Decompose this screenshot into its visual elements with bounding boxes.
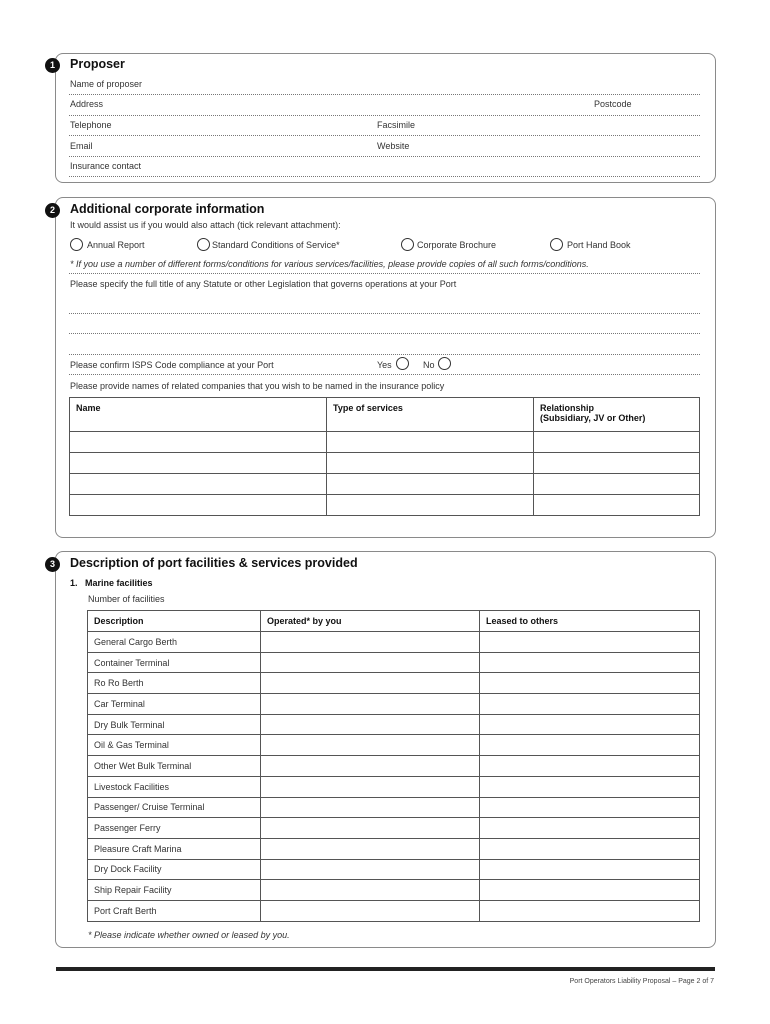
name-of-proposer-field[interactable] [69, 94, 700, 95]
marine-facilities-table [87, 610, 700, 922]
leased-cell[interactable] [480, 900, 700, 921]
relationship-cell[interactable] [534, 495, 700, 516]
leased-column-header: Leased to others [480, 611, 700, 632]
table-row [88, 776, 700, 797]
facility-description-cell: Pleasure Craft Marina [88, 838, 261, 859]
name-column-header: Name [70, 398, 327, 432]
table-row [88, 900, 700, 921]
statute-field-line-1[interactable] [69, 313, 700, 314]
leased-cell[interactable] [480, 818, 700, 839]
isps-yes-radio[interactable] [396, 357, 409, 370]
description-column-header: Description [88, 611, 261, 632]
email-field[interactable] [69, 156, 700, 157]
section-3-badge: 3 [45, 557, 60, 572]
operated-cell[interactable] [261, 838, 480, 859]
operated-column-header: Operated* by you [261, 611, 480, 632]
table-row [88, 880, 700, 901]
statute-prompt: Please specify the full title of any Statute or other Legislation that governs operations at your Port [70, 279, 457, 289]
section-2-title: Additional corporate information [70, 202, 265, 216]
insurance-contact-label: Insurance contact [70, 161, 142, 171]
operated-cell[interactable] [261, 880, 480, 901]
facility-description-cell: Other Wet Bulk Terminal [88, 756, 261, 777]
type-cell[interactable] [327, 432, 534, 453]
operated-cell[interactable] [261, 776, 480, 797]
table-row [70, 453, 700, 474]
statute-field-line-3[interactable] [69, 354, 700, 355]
type-cell[interactable] [327, 495, 534, 516]
isps-rule [69, 374, 700, 375]
facility-description-cell: Container Terminal [88, 652, 261, 673]
leased-cell[interactable] [480, 859, 700, 880]
name-cell[interactable] [70, 474, 327, 495]
attach-intro: It would assist us if you would also attach (tick relevant attachment): [70, 220, 341, 230]
section-1-badge: 1 [45, 58, 60, 73]
footer-rule [56, 967, 715, 971]
facility-description-cell: Port Craft Berth [88, 900, 261, 921]
table-row [88, 818, 700, 839]
leased-cell[interactable] [480, 797, 700, 818]
table-row [70, 432, 700, 453]
relationship-cell[interactable] [534, 432, 700, 453]
telephone-label: Telephone [70, 120, 112, 130]
postcode-label: Postcode [594, 99, 632, 109]
isps-yes-label: Yes [377, 360, 392, 370]
section-1-title: Proposer [70, 57, 125, 71]
isps-no-radio[interactable] [438, 357, 451, 370]
operated-cell[interactable] [261, 694, 480, 715]
relationship-cell[interactable] [534, 453, 700, 474]
leased-cell[interactable] [480, 776, 700, 797]
address-label: Address [70, 99, 104, 109]
leased-cell[interactable] [480, 735, 700, 756]
relationship-header-line2: (Subsidiary, JV or Other) [540, 413, 646, 423]
insurance-contact-field[interactable] [69, 176, 700, 177]
address-field[interactable] [69, 115, 700, 116]
table-row [88, 735, 700, 756]
facility-description-cell: Passenger/ Cruise Terminal [88, 797, 261, 818]
facility-description-cell: General Cargo Berth [88, 632, 261, 653]
facility-description-cell: Ro Ro Berth [88, 673, 261, 694]
table-row [88, 632, 700, 653]
name-of-proposer-label: Name of proposer [70, 79, 143, 89]
marine-facilities-title: 1. Marine facilities [70, 578, 153, 588]
facility-description-cell: Car Terminal [88, 694, 261, 715]
leased-cell[interactable] [480, 756, 700, 777]
name-cell[interactable] [70, 453, 327, 474]
forms-note-rule [69, 273, 700, 274]
isps-no-label: No [423, 360, 435, 370]
corporate-brochure-label: Corporate Brochure [417, 240, 497, 250]
operated-cell[interactable] [261, 714, 480, 735]
port-hand-book-label: Port Hand Book [567, 240, 631, 250]
facility-description-cell: Dry Bulk Terminal [88, 714, 261, 735]
type-cell[interactable] [327, 474, 534, 495]
page-footer: Port Operators Liability Proposal – Page 2 of 7 [569, 978, 714, 985]
table-row [70, 495, 700, 516]
telephone-field[interactable] [69, 135, 700, 136]
table-row [70, 474, 700, 495]
section-2-badge: 2 [45, 203, 60, 218]
table-row [88, 838, 700, 859]
leased-cell[interactable] [480, 714, 700, 735]
standard-conditions-label: Standard Conditions of Service* [212, 240, 340, 250]
relationship-header-line1: Relationship [540, 403, 595, 413]
operated-cell[interactable] [261, 652, 480, 673]
type-cell[interactable] [327, 453, 534, 474]
leased-cell[interactable] [480, 632, 700, 653]
facility-description-cell: Oil & Gas Terminal [88, 735, 261, 756]
table-row [88, 652, 700, 673]
leased-cell[interactable] [480, 673, 700, 694]
table-row [88, 859, 700, 880]
website-label: Website [377, 141, 410, 151]
annual-report-radio[interactable] [70, 238, 83, 251]
table-row [88, 756, 700, 777]
relationship-cell[interactable] [534, 474, 700, 495]
leased-cell[interactable] [480, 652, 700, 673]
relationship-column-header [534, 398, 700, 432]
facility-description-cell: Livestock Facilities [88, 776, 261, 797]
facility-description-cell: Ship Repair Facility [88, 880, 261, 901]
table-row [88, 673, 700, 694]
owned-leased-footnote: * Please indicate whether owned or leased by you. [88, 930, 290, 940]
operated-cell[interactable] [261, 632, 480, 653]
number-of-facilities-label: Number of facilities [88, 594, 165, 604]
facility-description-cell: Passenger Ferry [88, 818, 261, 839]
forms-note: * If you use a number of different forms/conditions for various services/facilities, please provide copies of all such forms/conditions. [70, 259, 589, 269]
facsimile-label: Facsimile [377, 120, 416, 130]
operated-cell[interactable] [261, 900, 480, 921]
statute-field-line-2[interactable] [69, 333, 700, 334]
table-row [88, 797, 700, 818]
name-cell[interactable] [70, 432, 327, 453]
operated-cell[interactable] [261, 797, 480, 818]
operated-cell[interactable] [261, 735, 480, 756]
section-3-title: Description of port facilities & services provided [70, 556, 358, 570]
related-companies-prompt: Please provide names of related companies that you wish to be named in the insurance policy [70, 381, 445, 391]
operated-cell[interactable] [261, 756, 480, 777]
table-row [88, 694, 700, 715]
operated-cell[interactable] [261, 673, 480, 694]
isps-prompt: Please confirm ISPS Code compliance at your Port [70, 360, 274, 370]
leased-cell[interactable] [480, 838, 700, 859]
operated-cell[interactable] [261, 818, 480, 839]
type-column-header: Type of services [327, 398, 534, 432]
port-hand-book-radio[interactable] [550, 238, 563, 251]
name-cell[interactable] [70, 495, 327, 516]
related-companies-table [69, 397, 700, 516]
table-row [88, 714, 700, 735]
section-proposer [55, 53, 716, 183]
leased-cell[interactable] [480, 694, 700, 715]
annual-report-label: Annual Report [87, 240, 145, 250]
facility-description-cell: Dry Dock Facility [88, 859, 261, 880]
email-label: Email [70, 141, 93, 151]
standard-conditions-radio[interactable] [197, 238, 210, 251]
marine-facilities-rows [88, 632, 700, 922]
corporate-brochure-radio[interactable] [401, 238, 414, 251]
leased-cell[interactable] [480, 880, 700, 901]
operated-cell[interactable] [261, 859, 480, 880]
